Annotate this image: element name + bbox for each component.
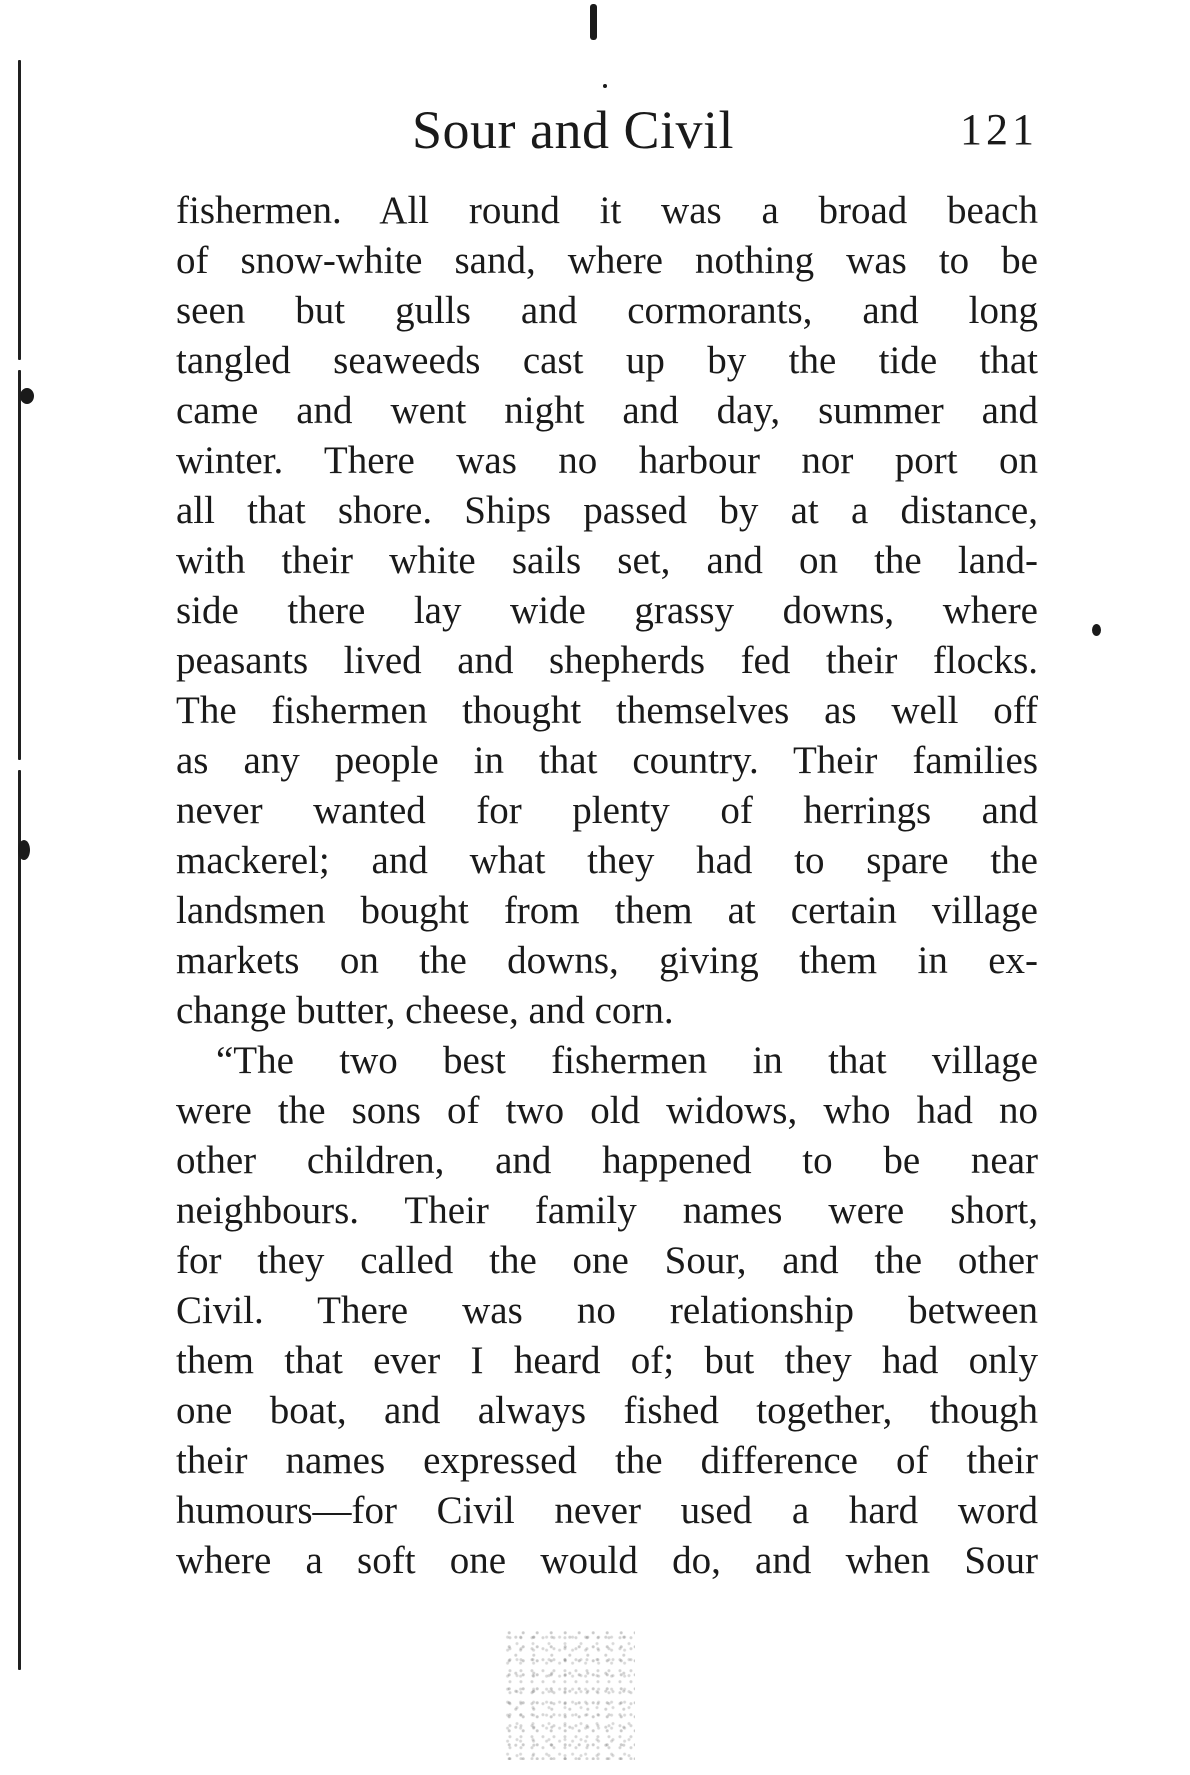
- text-line: winter. There was no harbour nor port on: [176, 439, 1038, 482]
- text-line: fishermen. All round it was a broad beach: [176, 189, 1038, 232]
- text-line: “The two best fishermen in that village: [216, 1039, 1038, 1082]
- text-line: them that ever I heard of; but they had only: [176, 1339, 1038, 1382]
- ink-speck: [603, 84, 607, 88]
- page-header: [176, 98, 1038, 162]
- text-line: landsmen bought from them at certain village: [176, 889, 1038, 932]
- text-line: Civil. There was no relationship between: [176, 1289, 1038, 1332]
- text-line: mackerel; and what they had to spare the: [176, 839, 1038, 882]
- text-line: were the sons of two old widows, who had no: [176, 1089, 1038, 1132]
- text-line: side there lay wide grassy downs, where: [176, 589, 1038, 632]
- text-line: tangled seaweeds cast up by the tide that: [176, 339, 1038, 382]
- text-line: humours—for Civil never used a hard word: [176, 1489, 1038, 1532]
- text-line: The fishermen thought themselves as well off: [176, 689, 1038, 732]
- text-line: where a soft one would do, and when Sour: [176, 1539, 1038, 1582]
- text-line: all that shore. Ships passed by at a distance,: [176, 489, 1038, 532]
- ink-speck: [20, 388, 34, 404]
- text-line: change butter, cheese, and corn.: [176, 989, 674, 1032]
- running-title: Sour and Civil: [412, 100, 735, 160]
- text-line: markets on the downs, giving them in ex-: [176, 939, 1038, 982]
- text-line: for they called the one Sour, and the other: [176, 1239, 1038, 1282]
- ink-speck: [1092, 624, 1101, 636]
- text-line: came and went night and day, summer and: [176, 389, 1038, 432]
- text-line: never wanted for plenty of herrings and: [176, 789, 1038, 832]
- text-line: of snow-white sand, where nothing was to be: [176, 239, 1038, 282]
- text-line: as any people in that country. Their families: [176, 739, 1038, 782]
- page-binding-edge: [18, 770, 21, 1670]
- ink-speck: [18, 840, 30, 860]
- text-line: their names expressed the difference of their: [176, 1439, 1038, 1482]
- text-line: neighbours. Their family names were short,: [176, 1189, 1038, 1232]
- body-text: [176, 186, 1038, 1586]
- text-line: with their white sails set, and on the land-: [176, 539, 1038, 582]
- page-binding-edge: [18, 370, 21, 760]
- page-binding-edge: [18, 60, 21, 360]
- page-number: 121: [960, 105, 1038, 154]
- text-line: other children, and happened to be near: [176, 1139, 1038, 1182]
- text-line: peasants lived and shepherds fed their flocks.: [176, 639, 1038, 682]
- ink-speck: [590, 4, 597, 40]
- print-smudge: [505, 1630, 635, 1760]
- text-line: seen but gulls and cormorants, and long: [176, 289, 1038, 332]
- text-line: one boat, and always fished together, though: [176, 1389, 1038, 1432]
